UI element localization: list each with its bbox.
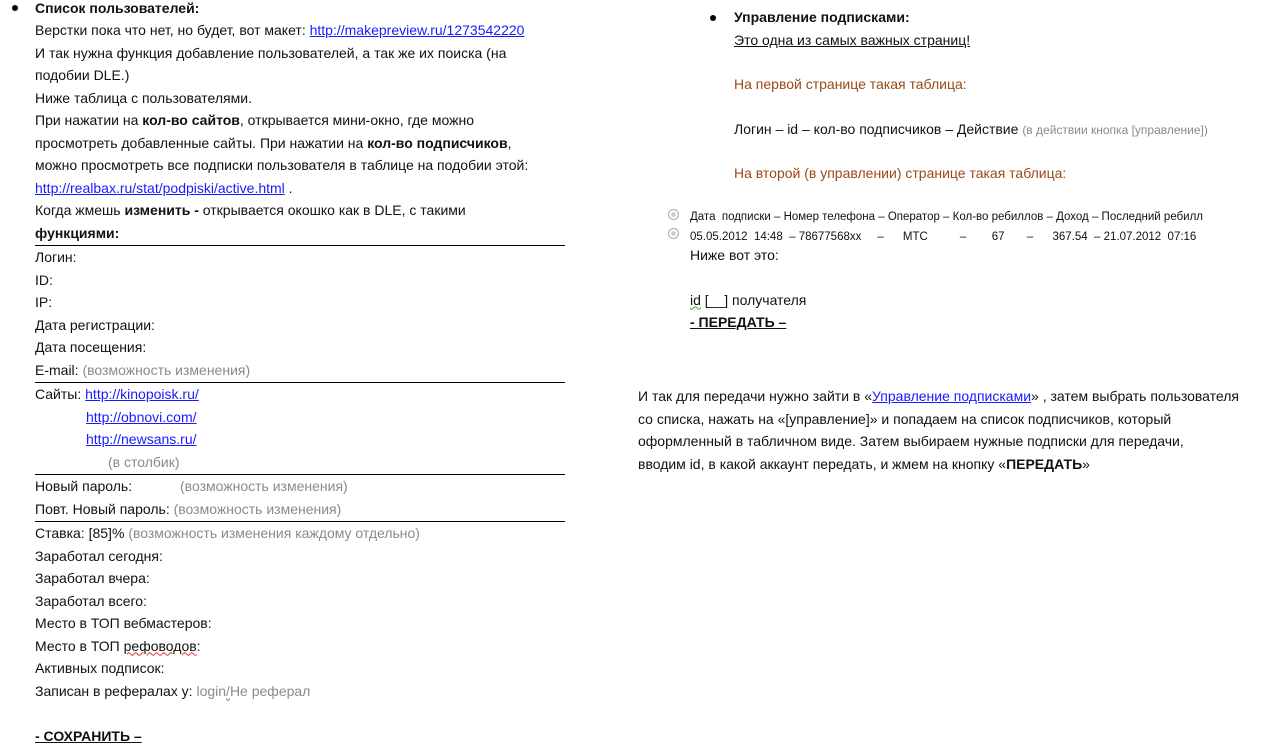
subs-link-line: http://realbax.ru/stat/podpiski/active.html . xyxy=(35,179,293,196)
edit-text: Когда жмешь изменить - открывается окошко как в DLE, с такими xyxy=(35,202,466,218)
table-intro: Ниже таблица с пользователями. xyxy=(35,89,252,106)
field-top-webmasters: Место в ТОП вебмастеров: xyxy=(35,615,212,631)
subs-click-text: просмотреть добавленные сайты. При нажатии на кол-во подписчиков, xyxy=(35,134,512,151)
site-link-2[interactable]: http://obnovi.com/ xyxy=(86,408,197,425)
field-email: E-mail: (возможность изменения) xyxy=(35,361,251,378)
below-text: Ниже вот это: xyxy=(690,247,779,263)
field-referral: Записан в рефералах у: login/Не реферал xyxy=(35,682,311,699)
bullet-icon xyxy=(12,5,18,11)
outro-line-4: вводим id, в какой аккаунт передать, и жмем на кнопку «ПЕРЕДАТЬ» xyxy=(638,455,1090,472)
field-earned-total: Заработал всего: xyxy=(35,592,147,609)
outro-line-3: оформленный в табличном виде. Затем выбираем нужные подписки для передачи, xyxy=(638,433,1184,449)
save-button[interactable]: - СОХРАНИТЬ – xyxy=(35,728,142,744)
subscriptions-section xyxy=(734,6,1269,185)
site-line-3 xyxy=(35,428,565,451)
recipient-id-line: id [__] получателя xyxy=(690,291,807,308)
site-link-3[interactable]: http://newsans.ru/ xyxy=(86,431,197,447)
first-page-text: На первой странице такая таблица: xyxy=(734,76,967,92)
outro-paragraph xyxy=(638,385,1268,475)
mockup-link[interactable]: http://makepreview.ru/1273542220 xyxy=(309,22,525,38)
outro-line-1: И так для передачи нужно зайти в «Управление подписками» , затем выбрать пользователя xyxy=(638,388,1239,404)
table2 xyxy=(690,207,1265,247)
field-rate: Ставка: [85]% (возможность изменения каждому отдельно) xyxy=(35,525,420,541)
field-earned-yesterday: Заработал вчера: xyxy=(35,570,150,586)
field-new-password: Новый пароль: (возможность изменения) xyxy=(35,478,348,494)
users-section xyxy=(35,0,565,748)
field-id: ID: xyxy=(35,271,53,288)
field-login: Логин: xyxy=(35,249,77,265)
bullet-icon xyxy=(710,15,716,21)
function-paragraph-1: И так нужна функция добавление пользователей, а так же их поиска (на xyxy=(35,44,507,61)
important-note: Это одна из самых важных страниц! xyxy=(734,31,971,48)
second-page-text: На второй (в управлении) странице такая таблица: xyxy=(734,165,1067,181)
site-line-2 xyxy=(35,406,565,429)
recipient-id-field[interactable]: [__] xyxy=(704,291,729,308)
field-visit-date: Дата посещения: xyxy=(35,339,147,355)
site-link-1[interactable]: http://kinopoisk.ru/ xyxy=(85,386,199,402)
subs-table-text: можно просмотреть все подписки пользователя в таблице на подобии этой: xyxy=(35,157,529,173)
outro-line-2: со списка, нажать на «[управление]» и попадаем на список подписчиков, который xyxy=(638,410,1172,427)
users-heading: Список пользователей: xyxy=(35,0,200,16)
field-ip: IP: xyxy=(35,294,53,310)
email-note: (возможность изменения) xyxy=(82,361,251,378)
function-paragraph-2: подобии DLE.) xyxy=(35,67,130,83)
field-repeat-password: Повт. Новый пароль: (возможность изменения) xyxy=(35,500,342,517)
transfer-block xyxy=(690,244,1190,334)
manage-subs-link[interactable]: Управление подписками xyxy=(872,388,1032,404)
transfer-button[interactable]: - ПЕРЕДАТЬ – xyxy=(690,314,787,330)
sites-click-text: При нажатии на кол-во сайтов, открывается мини-окно, где можно xyxy=(35,112,474,128)
table2-row: 05.05.2012 14:48 – 78677568хх – МТС – 67 – 367.54 – 21.07.2012 07:16 xyxy=(690,231,1197,243)
subscriptions-heading: Управление подписками: xyxy=(734,9,910,25)
subs-table-link[interactable]: http://realbax.ru/stat/podpiski/active.html xyxy=(35,179,285,196)
table2-header: Дата подписки – Номер телефона – Оператор – Кол-во ребиллов – Доход – Последний ребилл xyxy=(690,211,1204,223)
field-top-referrers: Место в ТОП рефоводов: xyxy=(35,637,201,654)
field-reg-date: Дата регистрации: xyxy=(35,316,155,333)
field-active-subs: Активных подписок: xyxy=(35,660,165,676)
table1-columns: Логин – id – кол-во подписчиков – Действие (в действии кнопка [управление]) xyxy=(734,120,1208,137)
mockup-paragraph: Верстки пока что нет, но будет, вот макет: http://makepreview.ru/1273542220 xyxy=(35,22,525,38)
radio-icon[interactable] xyxy=(668,228,679,239)
radio-icon[interactable] xyxy=(668,209,679,220)
sites-note: (в столбик) xyxy=(108,453,180,470)
field-sites: Сайты: http://kinopoisk.ru/ xyxy=(35,386,199,402)
functions-label: функциями: xyxy=(35,224,120,241)
field-earned-today: Заработал сегодня: xyxy=(35,547,163,564)
